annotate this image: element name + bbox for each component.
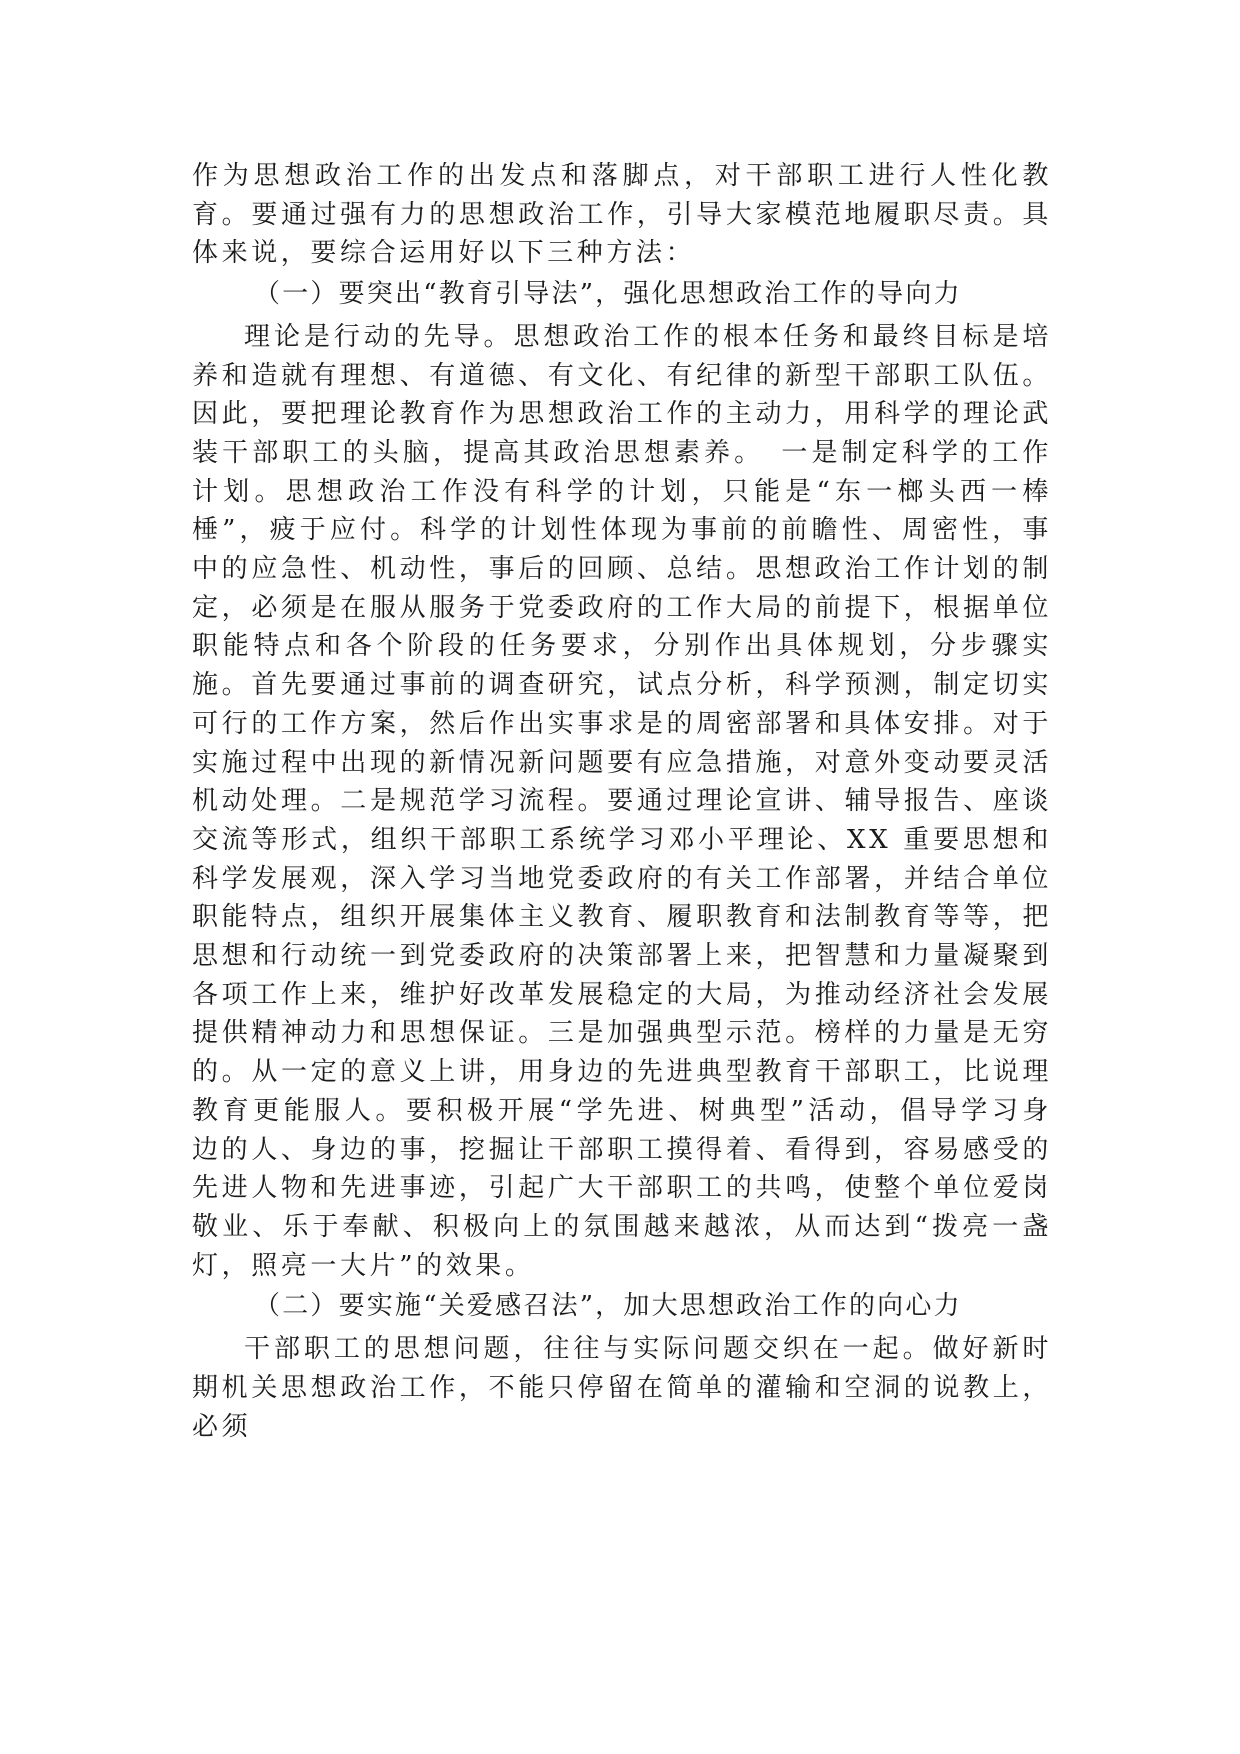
section-heading-1: （一）要突出“教育引导法”，强化思想政治工作的导向力 (254, 279, 962, 310)
body-paragraph-2: 理论是行动的先导。思想政治工作的根本任务和最终目标是培养和造就有理想、有道德、有文化、有纪律的新型干部职工队伍。因此，要把理论教育作为思想政治工作的主动力，用科学的理论武装干部职工的头脑，提高其政治思想素养。 一是制定科学的工作计划。思想政治工作没有科学的计划，只能是“东一榔头西一棒棰”，疲于应付。科学的计划性体现为事前的前瞻性、周密性，事中的应急性、机动性，事后的回顾、总结。思想政治工作计划的制定，必须是在服从服务于党委政府的工作大局的前提下，根据单位职能特点和各个阶段的任务要求，分别作出具体规划，分步骤实施。首先要通过事前的调查研究，试点分析，科学预测，制定切实可行的工作方案，然后作出实事求是的周密部署和具体安排。对于实施过程中出现的新情况新问题要有应急措施，对意外变动要灵活机动处理。二是规范学习流程。要通过理论宣讲、辅导报告、座谈交流等形式，组织干部职工系统学习邓小平理论、XX 重要思想和科学发展观，深入学习当地党委政府的有关工作部署，并结合单位职能特点，组织开展集体主义教育、履职教育和法制教育等等，把思想和行动统一到党委政府的决策部署上来，把智慧和力量凝聚到各项工作上来，维护好改革发展稳定的大局，为推动经济社会发展提供精神动力和思想保证。三是加强典型示范。榜样的力量是无穷的。从一定的意义上讲，用身边的先进典型教育干部职工，比说理教育更能服人。要积极开展“学先进、树典型”活动，倡导学习身边的人、身边的事，挖掘让干部职工摸得着、看得到，容易感受的先进人物和先进事迹，引起广大干部职工的共鸣，使整个单位爱岗敬业、乐于奉献、积极向上的氛围越来越浓，从而达到“拨亮一盏灯，照亮一大片”的效果。 (192, 321, 1052, 1281)
body-paragraph-3: 干部职工的思想问题，往往与实际问题交织在一起。做好新时期机关思想政治工作，不能只停留在简单的灌输和空洞的说教上，必须 (192, 1334, 1052, 1442)
section-heading-2: （二）要实施“关爱感召法”，加大思想政治工作的向心力 (254, 1291, 962, 1322)
document-body (192, 157, 1052, 1446)
body-paragraph-1: 作为思想政治工作的出发点和落脚点，对干部职工进行人性化教育。要通过强有力的思想政治工作，引导大家模范地履职尽责。具体来说，要综合运用好以下三种方法： (192, 161, 1052, 269)
